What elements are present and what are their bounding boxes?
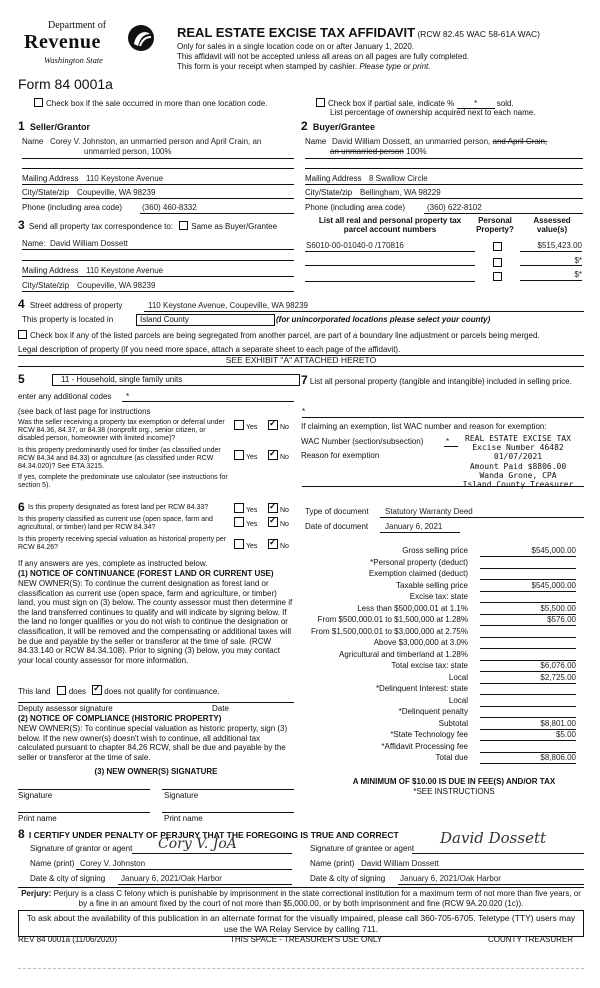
buyer-phone-label: Phone (including area code) xyxy=(305,203,406,212)
segregate-checkbox[interactable] xyxy=(18,330,27,339)
landuse-q1-no: ✓ No xyxy=(268,420,289,432)
buyer-name-line1: David William Dossett, an unmarried person, xyxy=(332,137,491,146)
calc-label: Total excise tax: state xyxy=(391,661,468,670)
doc-date-field[interactable]: January 6, 2021 xyxy=(385,522,443,531)
buyer-name-struck2: an unmarried person xyxy=(330,147,404,156)
buyer-name-line2: 100% xyxy=(406,147,427,156)
seller-city-label: City/State/zip xyxy=(22,188,70,197)
personal-prop-row xyxy=(301,374,583,388)
calc-value[interactable] xyxy=(480,627,576,638)
doc-date-label: Date of document xyxy=(305,522,369,531)
calc-row xyxy=(300,696,580,707)
this-land-label: This land xyxy=(18,687,51,696)
parcel-row-0[interactable]: S6010-00-01040-0 /170816 xyxy=(306,241,404,250)
q2-no-checkbox[interactable] xyxy=(268,450,278,460)
perjury-label: Perjury: xyxy=(21,889,52,898)
dor-logo xyxy=(22,16,172,76)
same-as-buyer-label: Same as Buyer/Grantee xyxy=(191,222,278,231)
forest-q3: Is this property receiving special valuation as historical property per RCW 84.26? xyxy=(18,536,227,552)
certify-text: I CERTIFY UNDER PENALTY OF PERJURY THAT THE FOREGOING IS TRUE AND CORRECT xyxy=(28,830,399,840)
title-ref: (RCW 82.45 WAC 58-61A WAC) xyxy=(417,29,540,39)
calc-value[interactable]: $2,725.00 xyxy=(480,673,576,684)
header-line2: This affidavit will not be accepted unless all areas on all pages are fully completed. xyxy=(177,52,470,61)
seller-phone-field[interactable]: (360) 460-8332 xyxy=(142,203,197,212)
calc-row xyxy=(300,753,580,764)
calc-value[interactable]: $5.00 xyxy=(480,730,576,741)
sold-label: sold. xyxy=(496,99,514,108)
f2-no-checkbox[interactable] xyxy=(268,517,278,527)
street-row xyxy=(18,298,122,312)
exemption-note: If claiming an exemption, list WAC number and reason for exemption: xyxy=(301,422,547,431)
seller-name-label: Name xyxy=(22,137,44,146)
landuse-q2-no: ✓ No xyxy=(268,450,289,462)
street-num: 4 xyxy=(18,297,25,311)
legal-label: Legal description of property (if you need more space, attach a separate sheet to each page of the affidavit). xyxy=(18,345,401,354)
calc-label: *Delinquent penalty xyxy=(398,707,468,716)
landuse-num: 5 xyxy=(18,372,25,386)
correspondence-heading xyxy=(18,219,277,233)
grantee-signature: David Dossett xyxy=(440,829,546,847)
calc-value[interactable] xyxy=(480,696,576,707)
dept-line1: Department of xyxy=(48,20,107,31)
certify-num: 8 xyxy=(18,827,25,841)
buyer-mail-label: Mailing Address xyxy=(305,174,362,183)
doc-type-label: Type of document xyxy=(305,507,369,516)
footer-rev: REV 84 0001a (11/06/2020) xyxy=(18,935,118,944)
located-note: (for unincorporated locations please select your county) xyxy=(276,315,491,324)
forest-q2: Is this property classified as current use (open space, farm and agricultural, or timber) land per RCW 84.34? xyxy=(18,516,213,532)
landuse-select[interactable]: 11 - Household, single family units xyxy=(52,374,300,386)
located-label: This property is located in xyxy=(22,315,114,324)
seller-heading-text: Seller/Grantor xyxy=(29,122,90,132)
landuse-q1: Was the seller receiving a property tax exemption or deferral under RCW 84.36, 84.37, or 84.38 (nonprofit org., senior citizen, or disabled person, homeowner with limited income)? xyxy=(18,419,225,443)
form-title xyxy=(177,26,540,41)
calc-row xyxy=(300,673,580,684)
correspondence-label: Send all property tax correspondence to: xyxy=(28,222,174,231)
calc-label: Above $3,000,000 at 3.0% xyxy=(373,638,468,647)
grantee-date-label: Date & city of signing xyxy=(310,874,386,883)
calc-row xyxy=(300,569,580,580)
forest-q1-no: ✓ No xyxy=(268,503,289,515)
buyer-name-struck1: and April Crain, xyxy=(492,137,548,146)
perjury-notice xyxy=(18,887,584,908)
buyer-phone-field[interactable]: (360) 622-8102 xyxy=(427,203,482,212)
seller-mail-label: Mailing Address xyxy=(22,174,79,183)
forest-q1-yes: Yes xyxy=(234,503,257,515)
calc-row xyxy=(300,558,580,569)
calc-row xyxy=(300,592,580,603)
corr-mail-field[interactable]: 110 Keystone Avenue xyxy=(86,266,164,275)
form-number: Form 84 0001a xyxy=(18,76,113,92)
reason-label: Reason for exemption xyxy=(301,451,380,460)
buyer-city-field[interactable]: Bellingham, WA 98229 xyxy=(360,188,441,197)
header-line3a: This form is your receipt when stamped by cashier. xyxy=(177,62,358,71)
personal-checkbox-2[interactable] xyxy=(493,272,502,281)
calc-label: Agricultural and timberland at 1.28% xyxy=(339,649,468,659)
calc-row xyxy=(300,684,580,695)
new-owner-sig-heading: (3) NEW OWNER(S) SIGNATURE xyxy=(94,767,218,776)
calc-value[interactable] xyxy=(480,742,576,753)
corr-city-label: City/State/zip xyxy=(22,281,70,290)
partial-sale-label: Check box if partial sale, indicate % xyxy=(328,99,455,108)
calc-value[interactable]: $8,806.00 xyxy=(480,753,576,764)
corr-name-field[interactable]: David William Dossett xyxy=(50,239,128,248)
dor-emblem-icon xyxy=(126,22,156,54)
personal-col-header: Personal Property? xyxy=(476,216,514,235)
corr-name-label: Name: xyxy=(22,239,46,248)
personal-checkbox-0[interactable] xyxy=(493,242,502,251)
does-not-label: does not qualify for continuance. xyxy=(104,687,220,696)
personal-num: 7 xyxy=(301,373,308,387)
owner-sig-label-1: Signature xyxy=(18,791,53,800)
does-label: does xyxy=(68,687,87,696)
calc-row xyxy=(300,581,580,592)
correspondence-num: 3 xyxy=(18,218,25,232)
calc-value[interactable] xyxy=(480,638,576,649)
grantee-name-label: Name (print) xyxy=(310,859,355,868)
footer-treasurer: COUNTY TREASURER xyxy=(488,935,574,944)
calc-row xyxy=(300,707,580,718)
calc-label: Taxable selling price xyxy=(395,580,468,590)
calc-value[interactable] xyxy=(480,592,576,603)
forest-q2-no: ✓ No xyxy=(268,517,289,529)
owner-sig-label-2: Signature xyxy=(164,791,199,800)
landuse-q2: Is this property predominantly used for timber (as classified under RCW 84.34 and 84.33) or agriculture (as classified under RCW 84.34.020)? See ETA 3215. xyxy=(18,447,221,471)
calc-row xyxy=(300,604,580,615)
seller-city-field[interactable]: Coupeville, WA 98239 xyxy=(77,188,156,197)
seller-name-line1[interactable]: Corey V. Johnston, an unmarried person and April Crain, an xyxy=(50,137,262,146)
calc-label: Exemption claimed (deduct) xyxy=(368,569,468,578)
seller-mail-field[interactable]: 110 Keystone Avenue xyxy=(86,174,164,183)
wac-label: WAC Number (section/subsection) xyxy=(301,437,424,446)
f3-no-checkbox[interactable] xyxy=(268,539,278,549)
buyer-section-num: 2 xyxy=(301,119,308,133)
footer-space: THIS SPACE - TREASURER'S USE ONLY xyxy=(230,935,383,944)
partial-sale-checkbox[interactable] xyxy=(316,98,325,107)
stamp-line4: Amount Paid $8806.00 xyxy=(469,461,567,471)
does-not-checkbox[interactable] xyxy=(92,685,102,695)
calc-label: Gross selling price xyxy=(402,546,468,555)
notice2-heading: (2) NOTICE OF COMPLIANCE (HISTORIC PROPERTY) xyxy=(18,714,222,723)
buyer-city-label: City/State/zip xyxy=(305,188,353,197)
personal-checkbox-1[interactable] xyxy=(493,258,502,267)
calc-value[interactable]: $8,801.00 xyxy=(480,719,576,730)
title-text: REAL ESTATE EXCISE TAX AFFIDAVIT xyxy=(177,25,416,40)
buyer-name-row1[interactable] xyxy=(332,137,547,146)
deputy-date-label: Date xyxy=(212,704,229,713)
stamp-line3: 01/07/2021 xyxy=(493,452,543,462)
grantor-signature: Cory V. JoA xyxy=(158,836,237,852)
f1-no-checkbox[interactable] xyxy=(268,503,278,513)
see-instructions: *SEE INSTRUCTIONS xyxy=(413,787,495,796)
answer-note: If any answers are yes, complete as instructed below. xyxy=(18,559,208,568)
buyer-name-row2[interactable] xyxy=(330,147,427,156)
stamp-line2: Excise Number 46482 xyxy=(472,443,564,453)
calc-label: *Affidavit Processing fee xyxy=(381,741,468,751)
deputy-sig-label: Deputy assessor signature xyxy=(18,704,113,713)
calc-label: Less than $500,000.01 at 1.1% xyxy=(357,603,468,613)
additional-codes-label: enter any additional codes xyxy=(18,392,112,401)
same-as-buyer-checkbox[interactable] xyxy=(179,221,188,230)
f3-yes-checkbox[interactable] xyxy=(234,539,244,549)
legal-field[interactable]: SEE EXHIBIT "A" ATTACHED HERETO xyxy=(225,355,377,365)
f1-yes-checkbox[interactable] xyxy=(234,503,244,513)
street-label: Street address of property xyxy=(29,301,123,310)
calc-row xyxy=(300,719,580,730)
calc-value[interactable] xyxy=(480,707,576,718)
calc-value[interactable]: $545,000.00 xyxy=(480,546,576,557)
assessed-value-0[interactable]: $515,423.00 xyxy=(537,241,582,250)
calc-value[interactable] xyxy=(480,650,576,661)
q2-yes-checkbox[interactable] xyxy=(234,450,244,460)
perjury-text: Perjury is a class C felony which is punishable by imprisonment in the state correctional institution for a maximum term of not more than five years, or by a fine in an amount fixed by the court of not more than $5,000.00, or by both imprisonment and fine (RCW 9A.20.020 (1c)). xyxy=(53,889,581,908)
treasurer-stamp xyxy=(448,434,588,489)
calc-value[interactable]: $5,500.00 xyxy=(480,604,576,615)
seller-heading xyxy=(18,120,90,134)
calc-row xyxy=(300,627,580,638)
seller-phone-label: Phone (including area code) xyxy=(22,203,123,212)
personal-star: * xyxy=(302,407,306,416)
calc-row xyxy=(300,661,580,672)
f2-yes-checkbox[interactable] xyxy=(234,517,244,527)
calc-row xyxy=(300,638,580,649)
doc-type-field[interactable]: Statutory Warranty Deed xyxy=(385,507,473,516)
grantor-date-field[interactable]: January 6, 2021/Oak Harbor xyxy=(121,874,222,883)
q1-yes-checkbox[interactable] xyxy=(234,420,244,430)
owner-print-label-2: Print name xyxy=(164,814,203,823)
continuance-row xyxy=(18,685,219,696)
multi-location-label: Check box if the sale occurred in more than one location code. xyxy=(46,99,268,108)
grantee-date-field[interactable]: January 6, 2021/Oak Harbor xyxy=(400,874,501,883)
forest-q1: Is this property designated as forest land per RCW 84.33? xyxy=(28,504,209,511)
dept-line2: Revenue xyxy=(24,31,101,53)
calc-row xyxy=(300,742,580,753)
minimum-fee: A MINIMUM OF $10.00 IS DUE IN FEE(S) AND/OR TAX xyxy=(352,777,556,786)
grantor-sig-label: Signature of grantor or agent xyxy=(30,844,133,853)
q1-no-checkbox[interactable] xyxy=(268,420,278,430)
notice1-body: NEW OWNER(S): To continue the current designation as forest land or classification as current use (open space, farm and agriculture, or timber) land, you must sign on (3) below. The county assessor must then determine if the land transferred continues to qualify and will indicate by signing below. If the land no longer qualifies or you do not wish to continue the designation or classification, it will be removed and the compensating or additional taxes will be due and payable by the seller or transferor at the time of sale. (RCW 84.33.140 or RCW 84.34.108). Prior to signing (3) below, you may contact your local county assessor for more information. xyxy=(18,579,293,665)
buyer-name-label: Name xyxy=(305,137,327,146)
calc-value[interactable] xyxy=(480,569,576,580)
forest-num: 6 xyxy=(18,500,25,514)
stamp-line5: Wanda Grone, CPA xyxy=(479,470,557,480)
grantor-name-field[interactable]: Corey V. Johnston xyxy=(80,859,146,868)
wac-field[interactable]: * xyxy=(446,437,450,446)
list-pct-note: List percentage of ownership acquired next to each name. xyxy=(330,108,536,117)
partial-pct-field[interactable]: * xyxy=(457,99,495,109)
calc-label: *State Technology fee xyxy=(390,730,468,739)
additional-codes-field[interactable]: * xyxy=(126,392,130,401)
grantor-date-label: Date & city of signing xyxy=(30,874,106,883)
grantee-name-field[interactable]: David William Dossett xyxy=(361,859,439,868)
calc-value[interactable]: $576.00 xyxy=(480,615,576,626)
stamp-line6: Island County Treasurer xyxy=(462,479,574,489)
calc-row xyxy=(300,546,580,557)
seller-name-line2[interactable]: unmarried person, 100% xyxy=(84,147,172,156)
assessed-value-1[interactable]: $* xyxy=(574,256,582,265)
does-checkbox[interactable] xyxy=(57,686,66,695)
buyer-heading-text: Buyer/Grantee xyxy=(312,122,375,132)
segregate-label: Check box if any of the listed parcels are being segregated from another parcel, are part of a boundary line adjustment or parcels being merged. xyxy=(30,331,540,340)
header-line1: Only for sales in a single location code on or after January 1, 2020. xyxy=(177,42,415,51)
header-line3b: Please type or print. xyxy=(359,62,431,71)
multi-location-checkbox[interactable] xyxy=(34,98,43,107)
calc-label: From $1,500,000.01 to $3,000,000 at 2.75% xyxy=(310,626,468,636)
buyer-heading xyxy=(301,120,375,134)
calc-value[interactable]: $6,076.00 xyxy=(480,661,576,672)
dept-line3: Washington State xyxy=(44,55,103,65)
landuse-q2-yes: Yes xyxy=(234,450,257,462)
assessed-value-2[interactable]: $* xyxy=(574,270,582,279)
notice1-heading: (1) NOTICE OF CONTINUANCE (FOREST LAND OR CURRENT USE) xyxy=(18,569,274,578)
notice2-body: NEW OWNER(S): To continue special valuation as historic property, sign (3) below. If the new owner(s) doesn't wish to continue, all additional tax calculated pursuant to chapter 84.26 RCW, shall be due and payable by the seller or transferor at the time of sale. xyxy=(18,724,288,762)
landuse-q1-yes: Yes xyxy=(234,420,257,432)
calc-value[interactable] xyxy=(480,558,576,569)
grantee-sig-label: Signature of grantee or agent xyxy=(310,844,415,853)
multi-location-row xyxy=(34,98,267,108)
buyer-mail-field[interactable]: 8 Swallow Circle xyxy=(369,174,428,183)
header-line3 xyxy=(177,62,430,71)
seller-section-num: 1 xyxy=(18,119,25,133)
county-select[interactable]: Island County xyxy=(136,314,275,326)
calc-label: Local xyxy=(448,672,468,682)
parcel-col-header: List all real and personal property tax parcel account numbers xyxy=(318,216,462,235)
corr-city-field[interactable]: Coupeville, WA 98239 xyxy=(77,281,156,290)
forest-q2-yes: Yes xyxy=(234,517,257,529)
corr-mail-label: Mailing Address xyxy=(22,266,79,275)
owner-print-label-1: Print name xyxy=(18,814,57,823)
calc-label: *Personal property (deduct) xyxy=(370,557,468,567)
see-back-note: (see back of last page for instructions xyxy=(18,407,151,416)
grantor-name-label: Name (print) xyxy=(30,859,75,868)
calc-value[interactable]: $545,000.00 xyxy=(480,581,576,592)
calc-row xyxy=(300,615,580,626)
landuse-q2-note: If yes, complete the predominate use calculator (see instructions for section 5). xyxy=(18,474,228,490)
calc-label: Excise tax: state xyxy=(409,592,468,601)
calc-value[interactable] xyxy=(480,684,576,695)
stamp-line1: REAL ESTATE EXCISE TAX xyxy=(465,434,571,443)
calc-row xyxy=(300,730,580,741)
segregate-row xyxy=(18,330,540,340)
calc-label: From $500,000.01 to $1,500,000 at 1.28% xyxy=(317,615,468,624)
calc-row xyxy=(300,650,580,661)
calc-label: Total due xyxy=(435,753,468,762)
calc-label: Local xyxy=(448,695,468,705)
forest-q3-yes: Yes xyxy=(234,539,257,551)
personal-label: List all personal property (tangible and intangible) included in selling price. xyxy=(309,377,572,386)
forest-q3-no: ✓ No xyxy=(268,539,289,551)
assessed-col-header: Assessed value(s) xyxy=(533,216,571,235)
calc-label: *Delinquent Interest: state xyxy=(375,684,468,693)
calc-label: Subtotal xyxy=(438,718,468,728)
alt-format-box: To ask about the availability of this publication in an alternate format for the visually impaired, please call 360-705-6705. Teletype (TTY) users may use the WA Relay Service by calling 711. xyxy=(18,910,584,937)
street-field[interactable]: 110 Keystone Avenue, Coupeville, WA 98239 xyxy=(148,301,308,310)
